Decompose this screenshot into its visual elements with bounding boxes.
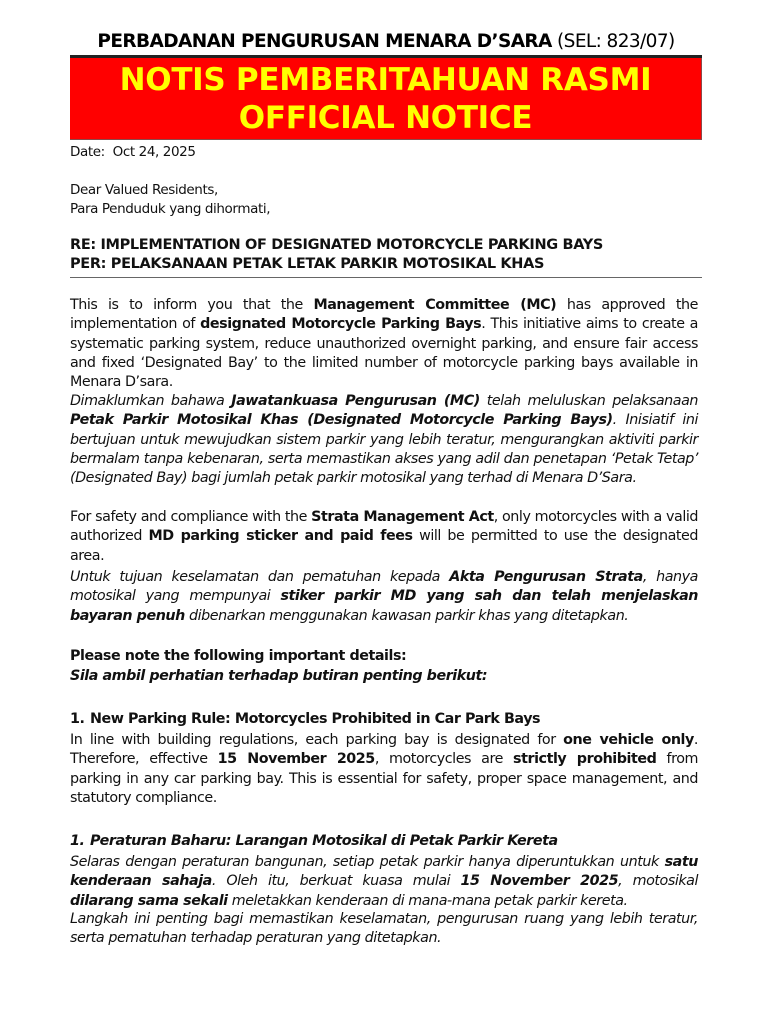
text: meletakkan kenderaan di mana-mana petak parkir kereta. [227, 892, 628, 909]
rule-1-title-english [70, 710, 540, 729]
notes-heading-malay: Sila ambil perhatian terhadap butiran penting berikut: [70, 668, 488, 684]
rule-number: 1. [70, 711, 85, 727]
text: This is to inform you that the [70, 297, 314, 313]
emphasis: MD parking sticker and paid fees [148, 528, 413, 545]
rule-1-rationale-malay: Langkah ini penting bagi memastikan keselamatan, pengurusan ruang yang lebih teratur, serta pematuhan terhadap peraturan yang ditetapkan. [70, 911, 698, 947]
banner-title-malay: NOTIS PEMBERITAHUAN RASMI [119, 62, 652, 98]
notice-date: Date: Oct 24, 2025 [70, 144, 196, 160]
rule-1-body-english [70, 731, 698, 808]
text: . Oleh itu, berkuat kuasa mulai [211, 873, 461, 890]
emphasis: Petak Parkir Motosikal Khas (Designated Motorcycle Parking Bays) [70, 412, 613, 429]
intro-paragraph-english [70, 296, 698, 392]
emphasis: one vehicle only [563, 732, 694, 748]
safety-paragraph-english [70, 508, 698, 566]
notes-heading-english: Please note the following important details: [70, 648, 407, 664]
organization-name: PERBADANAN PENGURUSAN MENARA D’SARA [97, 31, 552, 52]
text: Dimaklumkan bahawa [70, 393, 232, 409]
salutation-malay: Para Penduduk yang dihormati, [70, 201, 271, 217]
emphasis: designated Motorcycle Parking Bays [200, 316, 482, 333]
text: will be permitted to use the designated area. [70, 528, 699, 564]
text: . Therefore, effective [70, 732, 698, 768]
emphasis: Management Committee (MC) [313, 297, 557, 313]
salutation-english: Dear Valued Residents, [70, 182, 218, 198]
text: For safety and compliance with the [70, 509, 312, 525]
safety-paragraph-malay [70, 568, 698, 626]
text: telah meluluskan pelaksanaan [479, 393, 699, 409]
organization-reference: (SEL: 823/07) [551, 31, 675, 52]
emphasis: 15 November 2025 [217, 751, 375, 768]
text: . This initiative aims to create a systematic parking system, reduce unauthorized overnight parking, and ensure fair access and fixed ‘Designated Bay’ to the limited number of motorcycle parking bays available in Menara D’sara. [70, 316, 698, 391]
emphasis: Jawatankuasa Pengurusan (MC) [231, 393, 480, 409]
emphasis: Akta Pengurusan Strata [449, 569, 643, 585]
rule-1-body-malay [70, 853, 698, 911]
rule-1-title-malay [70, 832, 558, 851]
organization-header [70, 30, 702, 54]
rule-title-text: New Parking Rule: Motorcycles Prohibited in Car Park Bays [90, 711, 541, 727]
official-notice-banner [70, 58, 702, 140]
salutation [70, 181, 270, 219]
emphasis: strictly prohibited [513, 751, 657, 768]
emphasis: dilarang sama sekali [70, 892, 228, 909]
emphasis: stiker parkir MD yang sah dan telah menjelaskan bayaran penuh [70, 588, 698, 624]
text: , motosikal [618, 873, 699, 890]
rule-number: 1. [70, 833, 85, 849]
text: Untuk tujuan keselamatan dan pematuhan kepada [70, 569, 450, 585]
emphasis: Strata Management Act [311, 509, 494, 525]
text: , hanya motosikal yang mempunyai [70, 569, 698, 605]
text: dibenarkan menggunakan kawasan parkir khas yang ditetapkan. [184, 607, 629, 624]
text: , motorcycles are [374, 751, 514, 768]
emphasis: satu kenderaan sahaja [70, 854, 698, 890]
text: , only motorcycles with a valid authorized [70, 509, 699, 545]
subject-english: RE: IMPLEMENTATION OF DESIGNATED MOTORCYCLE PARKING BAYS [70, 237, 603, 253]
text: . Inisiatif ini bertujuan untuk mewujudkan sistem parkir yang lebih teratur, mengurangkan aktiviti parkir bermalam tanpa kebenaran, serta memastikan akses yang adil dan penetapan ‘Petak Tetap’ (Designated Bay) bagi jumlah petak parkir motosikal yang terhad di Menara D’Sara. [70, 412, 698, 487]
text: has approved the implementation of [70, 297, 699, 333]
rule-title-text: Peraturan Baharu: Larangan Motosikal di Petak Parkir Kereta [90, 833, 558, 849]
text: Selaras dengan peraturan bangunan, setiap petak parkir hanya diperuntukkan untuk [70, 854, 665, 870]
intro-paragraph-malay [70, 392, 698, 488]
subject-heading [70, 236, 702, 278]
subject-malay: PER: PELAKSANAAN PETAK LETAK PARKIR MOTOSIKAL KHAS [70, 256, 545, 272]
text: from parking in any car parking bay. This is essential for safety, proper space management, and statutory compliance. [70, 751, 698, 806]
banner-title-english: OFFICIAL NOTICE [238, 100, 533, 136]
emphasis: 15 November 2025 [460, 873, 619, 890]
text: In line with building regulations, each parking bay is designated for [70, 732, 564, 748]
